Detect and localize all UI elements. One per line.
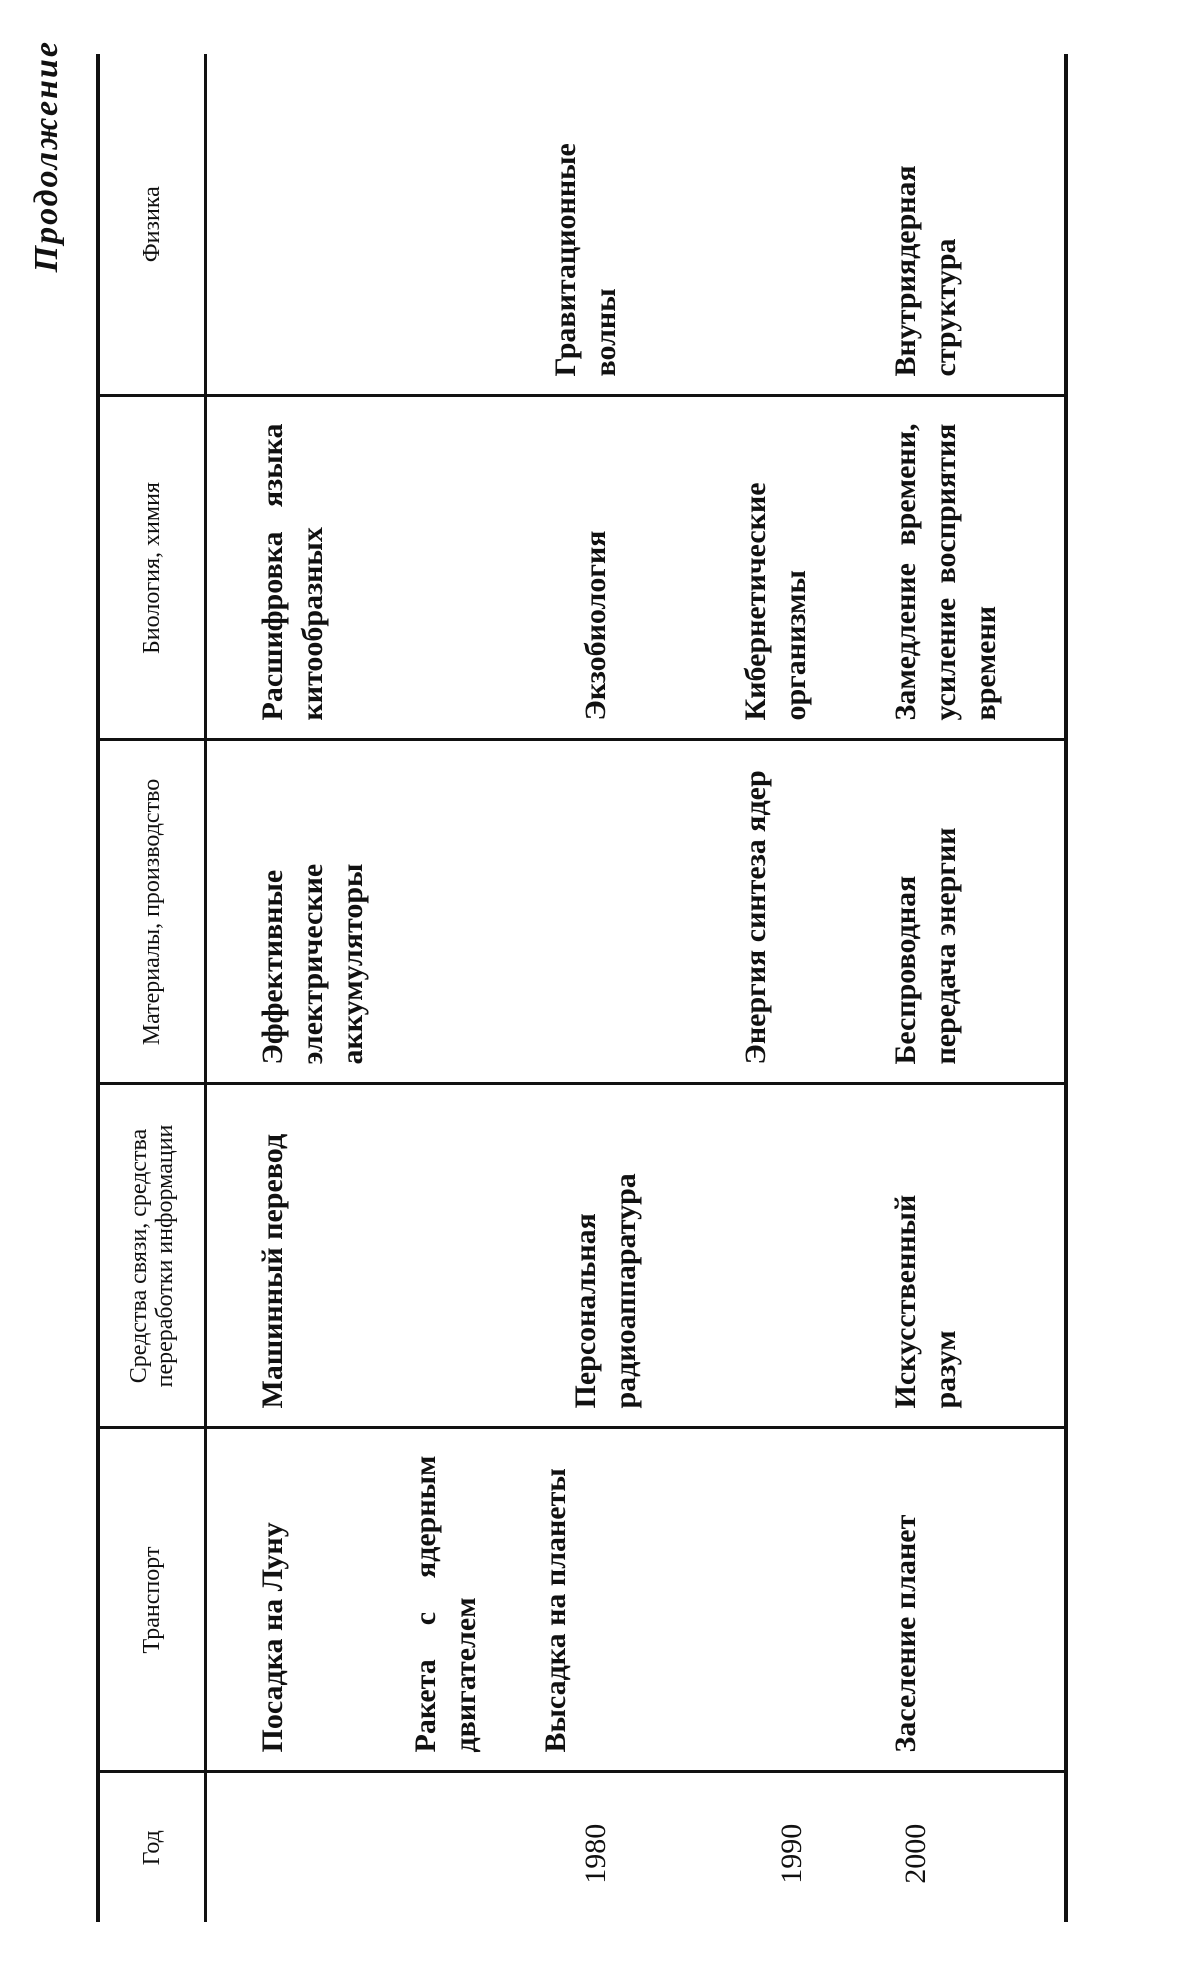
communication-entry: Персональная радиоаппаратура [568,1173,642,1409]
cell-year [406,1772,536,1922]
cell-transport [406,1428,536,1772]
table-body [206,54,1066,1922]
table-row [206,54,406,1922]
year-label: 1980 [578,1823,612,1884]
table-row [876,54,1066,1922]
physics-entry: Внутриядерная структура [888,165,962,377]
materials-entry: Энергия синтеза ядер [738,770,772,1065]
transport-entry: Посадка на Луну [256,1522,289,1753]
cell-physics [536,54,736,396]
cell-year [876,1772,1066,1922]
cell-year [736,1772,876,1922]
cell-transport [876,1428,1066,1772]
header-biology: Биология, химия [98,396,206,740]
cell-materials [406,740,536,1084]
transport-entry: Ракета с ядерным двигателем [408,1455,482,1753]
biology-entry: Экзобиология [578,530,612,721]
cell-biology [736,396,876,740]
cell-physics [876,54,1066,396]
cell-physics [736,54,876,396]
cell-communication [536,1084,736,1428]
cell-communication [736,1084,876,1428]
cell-materials [206,740,406,1084]
table-header [98,54,206,1922]
cell-communication [876,1084,1066,1428]
cell-year [206,1772,406,1922]
year-label: 1990 [774,1823,808,1884]
materials-entry: Эффективные электрические аккумуляторы [256,863,369,1065]
communication-entry: Машинный перевод [256,1133,289,1409]
continuation-note: Продолжение [28,40,65,273]
cell-transport [736,1428,876,1772]
header-communication: Средства связи, средства переработки информации [98,1084,206,1428]
cell-physics [406,54,536,396]
cell-biology [536,396,736,740]
header-materials: Материалы, производство [98,740,206,1084]
biology-entry: Расшифровка языка китообразных [256,423,329,721]
cell-materials [736,740,876,1084]
transport-entry: Заселение планет [888,1514,922,1753]
cell-transport [206,1428,406,1772]
materials-entry: Беспроводная передача энергии [888,827,962,1065]
header-transport: Транспорт [98,1428,206,1772]
cell-biology [876,396,1066,740]
communication-entry: Искусственный разум [888,1194,962,1409]
table-row [736,54,876,1922]
cell-biology [406,396,536,740]
table-row [406,54,536,1922]
cell-materials [876,740,1066,1084]
physics-entry: Гравитационные волны [548,143,622,377]
cell-physics [206,54,406,396]
header-year: Год [98,1772,206,1922]
cell-transport [536,1428,736,1772]
cell-year [536,1772,736,1922]
cell-communication [206,1084,406,1428]
biology-entry: Кибернетические организмы [738,482,812,721]
table-row [536,54,736,1922]
year-label: 2000 [898,1823,932,1884]
cell-materials [536,740,736,1084]
cell-communication [406,1084,536,1428]
biology-entry: Замедление времени, усиление восприятия времени [888,423,1002,721]
cell-biology [206,396,406,740]
forecast-table [96,54,1068,1922]
transport-entry: Высадка на планеты [538,1468,572,1753]
header-physics: Физика [98,54,206,396]
